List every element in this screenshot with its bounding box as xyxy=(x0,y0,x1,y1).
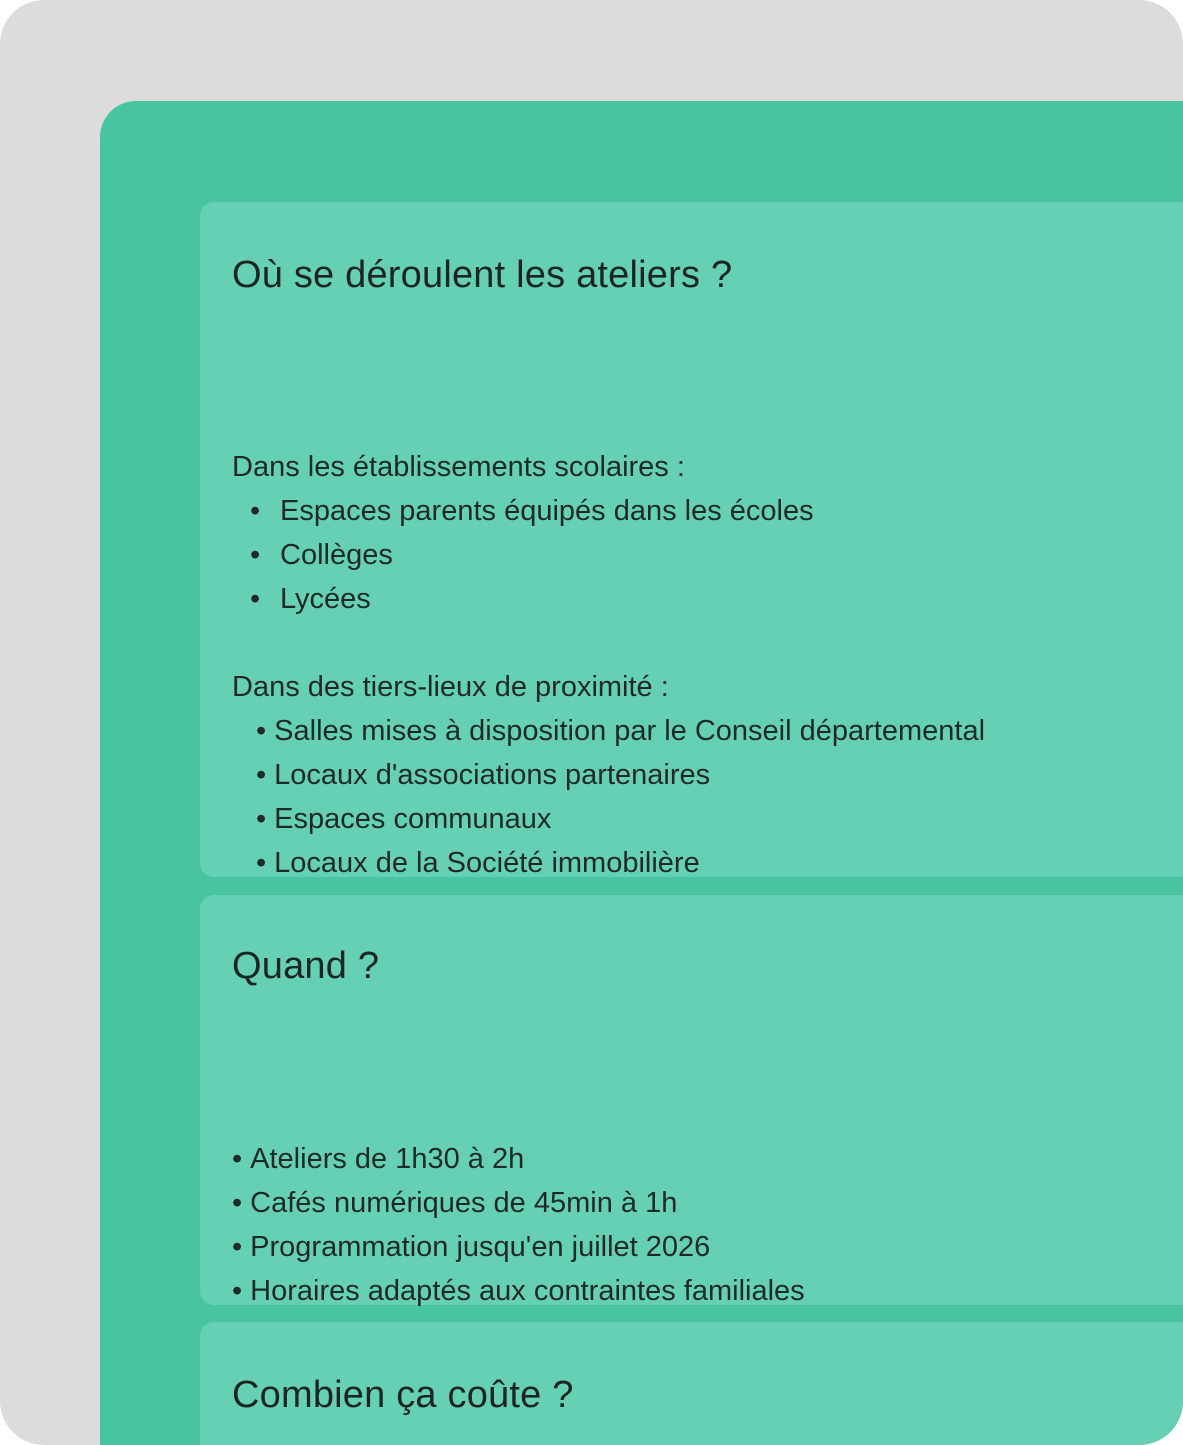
bullet-icon: • xyxy=(256,759,267,791)
section-cost xyxy=(200,1322,1183,1445)
bullet-icon: • xyxy=(250,495,261,527)
bullet-icon: • xyxy=(232,1231,243,1263)
list-item: • Salles mises à disposition par le Conseil départemental xyxy=(256,715,986,747)
section-cost-title: Combien ça coûte ? xyxy=(232,1374,574,1416)
list-item: • Ateliers de 1h30 à 2h xyxy=(232,1143,525,1175)
section-when xyxy=(200,895,1183,1305)
schools-list xyxy=(232,489,814,621)
bullet-icon: • xyxy=(256,847,267,879)
list-item: • Collèges xyxy=(232,533,814,577)
list-item: • Locaux de la Société immobilière xyxy=(256,847,700,879)
section-when-title: Quand ? xyxy=(232,945,380,987)
section-where-title: Où se déroulent les ateliers ? xyxy=(232,254,733,296)
bullet-icon: • xyxy=(250,583,261,615)
list-item: • Lycées xyxy=(232,577,814,621)
bullet-icon: • xyxy=(256,803,267,835)
bullet-icon: • xyxy=(250,539,261,571)
list-item: • Cafés numériques de 45min à 1h xyxy=(232,1187,678,1219)
content-panel xyxy=(100,101,1183,1445)
bullet-icon: • xyxy=(232,1143,243,1175)
when-list xyxy=(232,1137,805,1313)
list-item: • Horaires adaptés aux contraintes familiales xyxy=(232,1275,805,1307)
bullet-icon: • xyxy=(232,1275,243,1307)
bullet-icon: • xyxy=(232,1187,243,1219)
list-item: • Locaux d'associations partenaires xyxy=(256,759,711,791)
list-item: • Programmation jusqu'en juillet 2026 xyxy=(232,1231,711,1263)
schools-intro: Dans les établissements scolaires : xyxy=(232,451,685,483)
bullet-icon: • xyxy=(256,715,267,747)
section-where xyxy=(200,202,1183,877)
thirdplaces-list xyxy=(256,709,985,885)
list-item: • Espaces communaux xyxy=(256,803,552,835)
thirdplaces-intro: Dans des tiers-lieux de proximité : xyxy=(232,671,669,703)
list-item: • Espaces parents équipés dans les écoles xyxy=(232,489,814,533)
